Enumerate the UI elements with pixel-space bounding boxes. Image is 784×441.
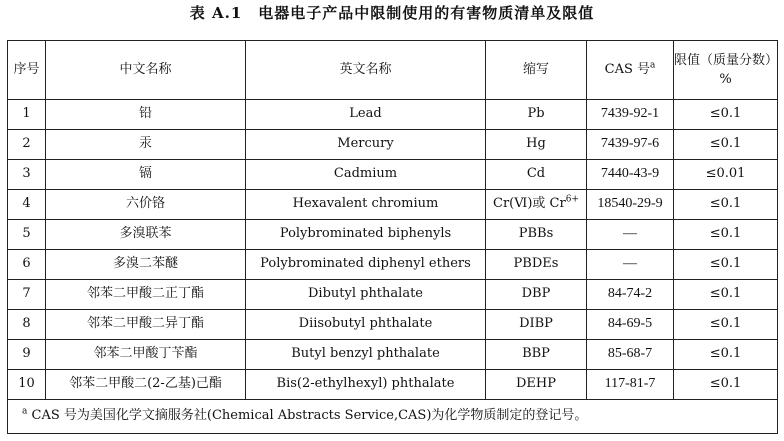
row-no: 7 xyxy=(8,280,46,310)
row-abbr-text: Cr(Ⅵ)或 Cr xyxy=(493,196,566,212)
row-en-name: Dibutyl phthalate xyxy=(246,280,486,310)
header-cn-name: 中文名称 xyxy=(46,41,246,100)
row-abbr: Cd xyxy=(486,160,587,190)
row-cas: 7440-43-9 xyxy=(587,160,674,190)
table-row xyxy=(8,250,778,280)
row-no: 3 xyxy=(8,160,46,190)
row-abbr-superscript: 6+ xyxy=(565,194,579,205)
header-cas-footnote-mark: a xyxy=(650,60,656,71)
row-abbr: DBP xyxy=(486,280,587,310)
header-limit-line2: % xyxy=(719,72,732,87)
header-en-name: 英文名称 xyxy=(246,41,486,100)
row-cn-name: 邻苯二甲酸丁苄酯 xyxy=(46,340,246,370)
row-no: 6 xyxy=(8,250,46,280)
row-cn-name: 铅 xyxy=(46,100,246,130)
hazardous-substances-table xyxy=(7,40,778,434)
row-no: 10 xyxy=(8,370,46,400)
row-cas: — xyxy=(587,250,674,280)
row-limit: ≤0.01 xyxy=(674,160,778,190)
row-no: 1 xyxy=(8,100,46,130)
row-cas: 85-68-7 xyxy=(587,340,674,370)
header-cas-label: CAS 号 xyxy=(604,61,650,77)
table-row xyxy=(8,160,778,190)
row-limit: ≤0.1 xyxy=(674,310,778,340)
row-en-name: Mercury xyxy=(246,130,486,160)
row-cn-name: 邻苯二甲酸二异丁酯 xyxy=(46,310,246,340)
row-limit: ≤0.1 xyxy=(674,280,778,310)
row-en-name: Cadmium xyxy=(246,160,486,190)
header-row xyxy=(8,41,778,100)
row-abbr: PBDEs xyxy=(486,250,587,280)
row-cas: 84-74-2 xyxy=(587,280,674,310)
row-abbr: PBBs xyxy=(486,220,587,250)
header-limit xyxy=(674,41,778,100)
row-cn-name: 六价铬 xyxy=(46,190,246,220)
header-cas xyxy=(587,41,674,100)
row-cn-name: 多溴二苯醚 xyxy=(46,250,246,280)
header-no: 序号 xyxy=(8,41,46,100)
row-en-name: Hexavalent chromium xyxy=(246,190,486,220)
table-row xyxy=(8,280,778,310)
row-cn-name: 邻苯二甲酸二正丁酯 xyxy=(46,280,246,310)
table-row xyxy=(8,100,778,130)
row-en-name: Bis(2-ethylhexyl) phthalate xyxy=(246,370,486,400)
row-limit: ≤0.1 xyxy=(674,100,778,130)
footnote-row xyxy=(8,400,778,434)
row-no: 8 xyxy=(8,310,46,340)
row-no: 5 xyxy=(8,220,46,250)
table-row xyxy=(8,190,778,220)
row-limit: ≤0.1 xyxy=(674,250,778,280)
table-title: 表 A.1 电器电子产品中限制使用的有害物质清单及限值 xyxy=(189,4,595,22)
table-row xyxy=(8,130,778,160)
table-row xyxy=(8,220,778,250)
row-cas: 84-69-5 xyxy=(587,310,674,340)
row-limit: ≤0.1 xyxy=(674,220,778,250)
row-abbr: Hg xyxy=(486,130,587,160)
table-row xyxy=(8,340,778,370)
row-limit: ≤0.1 xyxy=(674,130,778,160)
footnote-text: CAS 号为美国化学文摘服务社(Chemical Abstracts Service,CAS)为化学物质制定的登记号。 xyxy=(31,408,588,424)
row-cas: 117-81-7 xyxy=(587,370,674,400)
row-no: 9 xyxy=(8,340,46,370)
row-abbr: BBP xyxy=(486,340,587,370)
row-cas: 7439-92-1 xyxy=(587,100,674,130)
row-abbr xyxy=(486,190,587,220)
row-no: 2 xyxy=(8,130,46,160)
row-cn-name: 汞 xyxy=(46,130,246,160)
row-no: 4 xyxy=(8,190,46,220)
row-en-name: Butyl benzyl phthalate xyxy=(246,340,486,370)
row-cn-name: 镉 xyxy=(46,160,246,190)
row-cas: 7439-97-6 xyxy=(587,130,674,160)
header-limit-line1: 限值（质量分数） xyxy=(674,52,779,68)
row-en-name: Diisobutyl phthalate xyxy=(246,310,486,340)
row-limit: ≤0.1 xyxy=(674,340,778,370)
footnote-marker: a xyxy=(22,406,28,417)
row-cn-name: 多溴联苯 xyxy=(46,220,246,250)
row-en-name: Polybrominated diphenyl ethers xyxy=(246,250,486,280)
header-abbr: 缩写 xyxy=(486,41,587,100)
row-cas: — xyxy=(587,220,674,250)
row-en-name: Polybrominated biphenyls xyxy=(246,220,486,250)
row-abbr: DIBP xyxy=(486,310,587,340)
row-cas: 18540-29-9 xyxy=(587,190,674,220)
row-limit: ≤0.1 xyxy=(674,190,778,220)
row-cn-name: 邻苯二甲酸二(2-乙基)己酯 xyxy=(46,370,246,400)
row-abbr: DEHP xyxy=(486,370,587,400)
table-row xyxy=(8,370,778,400)
row-en-name: Lead xyxy=(246,100,486,130)
footnote xyxy=(8,400,778,434)
row-abbr: Pb xyxy=(486,100,587,130)
table-row xyxy=(8,310,778,340)
row-limit: ≤0.1 xyxy=(674,370,778,400)
